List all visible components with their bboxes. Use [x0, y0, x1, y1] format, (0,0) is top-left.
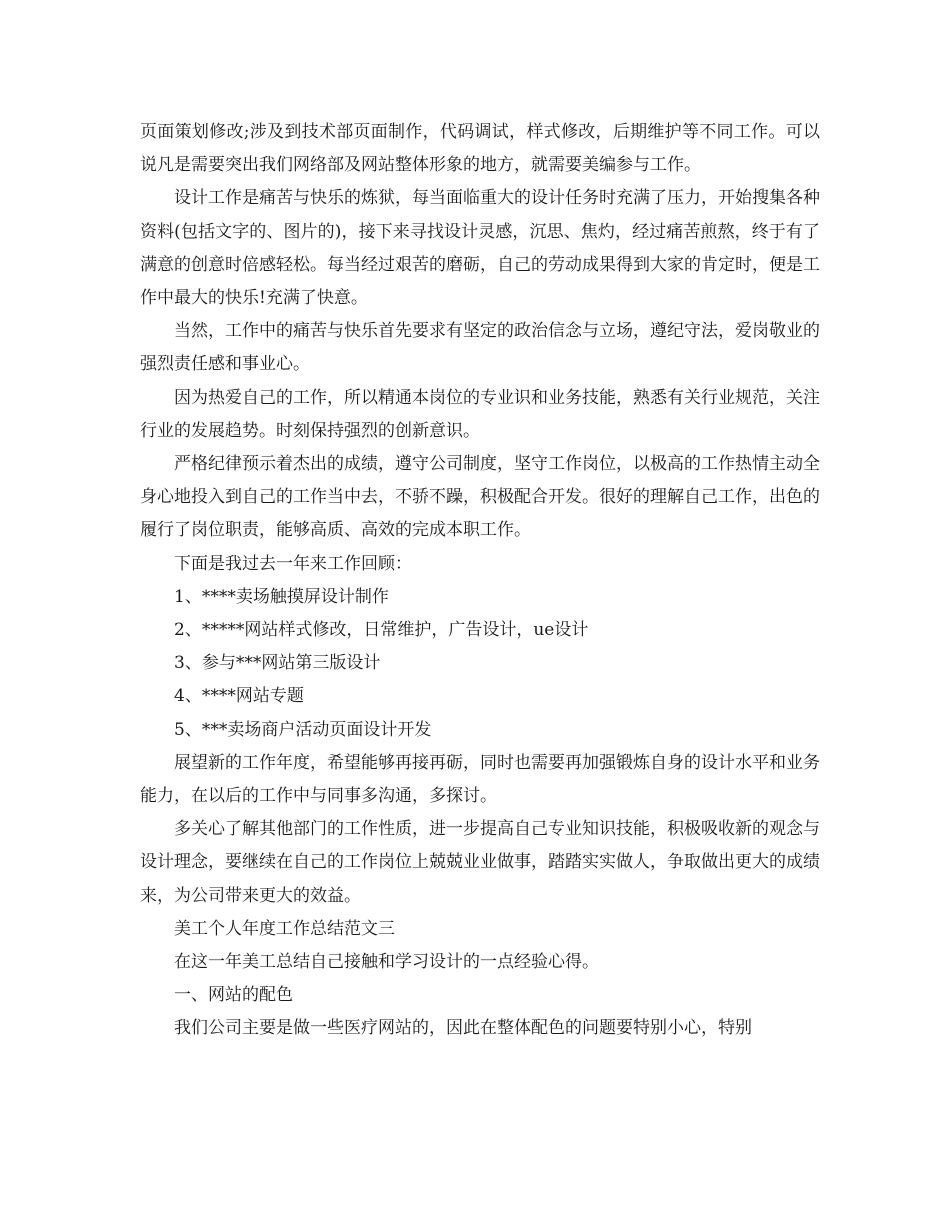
paragraph: 因为热爱自己的工作，所以精通本岗位的专业识和业务技能，熟悉有关行业规范，关注行业的发展趋势。时刻保持强烈的创新意识。 — [140, 387, 820, 441]
paragraph: 我们公司主要是做一些医疗网站的，因此在整体配色的问题要特别小心，特别 — [174, 1018, 752, 1039]
list-item: 1、****卖场触摸屏设计制作 — [174, 586, 389, 607]
paragraph: 严格纪律预示着杰出的成绩，遵守公司制度，坚守工作岗位，以极高的工作热情主动全身心地投入到自己的工作当中去，不骄不躁，积极配合开发。很好的理解自己工作，出色的履行了岗位职责，能够高质、高效的完成本职工作。 — [140, 454, 820, 541]
list-item: 3、参与***网站第三版设计 — [174, 653, 381, 674]
list-item: 4、****网站专题 — [174, 686, 304, 707]
paragraph: 在这一年美工总结自己接触和学习设计的一点经验心得。 — [174, 952, 599, 973]
list-item: 2、*****网站样式修改，日常维护，广告设计，ue设计 — [174, 620, 589, 641]
paragraph: 设计工作是痛苦与快乐的炼狱，每当面临重大的设计任务时充满了压力，开始搜集各种资料(包括文字的、图片的)，接下来寻找设计灵感，沉思、焦灼，经过痛苦煎熬，终于有了满意的创意时倍感轻松。每当经过艰苦的磨砺，自己的劳动成果得到大家的肯定时，便是工作中最大的快乐!充满了快意。 — [140, 188, 820, 309]
paragraph: 下面是我过去一年来工作回顾： — [174, 553, 412, 574]
document-body — [140, 116, 820, 1046]
paragraph: 展望新的工作年度，希望能够再接再砺，同时也需要再加强锻炼自身的设计水平和业务能力，在以后的工作中与同事多沟通，多探讨。 — [140, 752, 820, 807]
section-heading: 一、网站的配色 — [174, 985, 293, 1006]
paragraph: 页面策划修改;涉及到技术部页面制作，代码调试，样式修改，后期维护等不同工作。可以说凡是需要突出我们网络部及网站整体形象的地方，就需要美编参与工作。 — [140, 122, 820, 176]
paragraph: 多关心了解其他部门的工作性质，进一步提高自己专业知识技能，积极吸收新的观念与设计理念，要继续在自己的工作岗位上兢兢业业做事，踏踏实实做人，争取做出更大的成绩来，为公司带来更大的效益。 — [140, 819, 820, 906]
list-item: 5、***卖场商户活动页面设计开发 — [174, 719, 432, 740]
paragraph: 当然，工作中的痛苦与快乐首先要求有坚定的政治信念与立场，遵纪守法，爱岗敬业的强烈责任感和事业心。 — [140, 321, 820, 375]
section-heading: 美工个人年度工作总结范文三 — [174, 918, 395, 939]
